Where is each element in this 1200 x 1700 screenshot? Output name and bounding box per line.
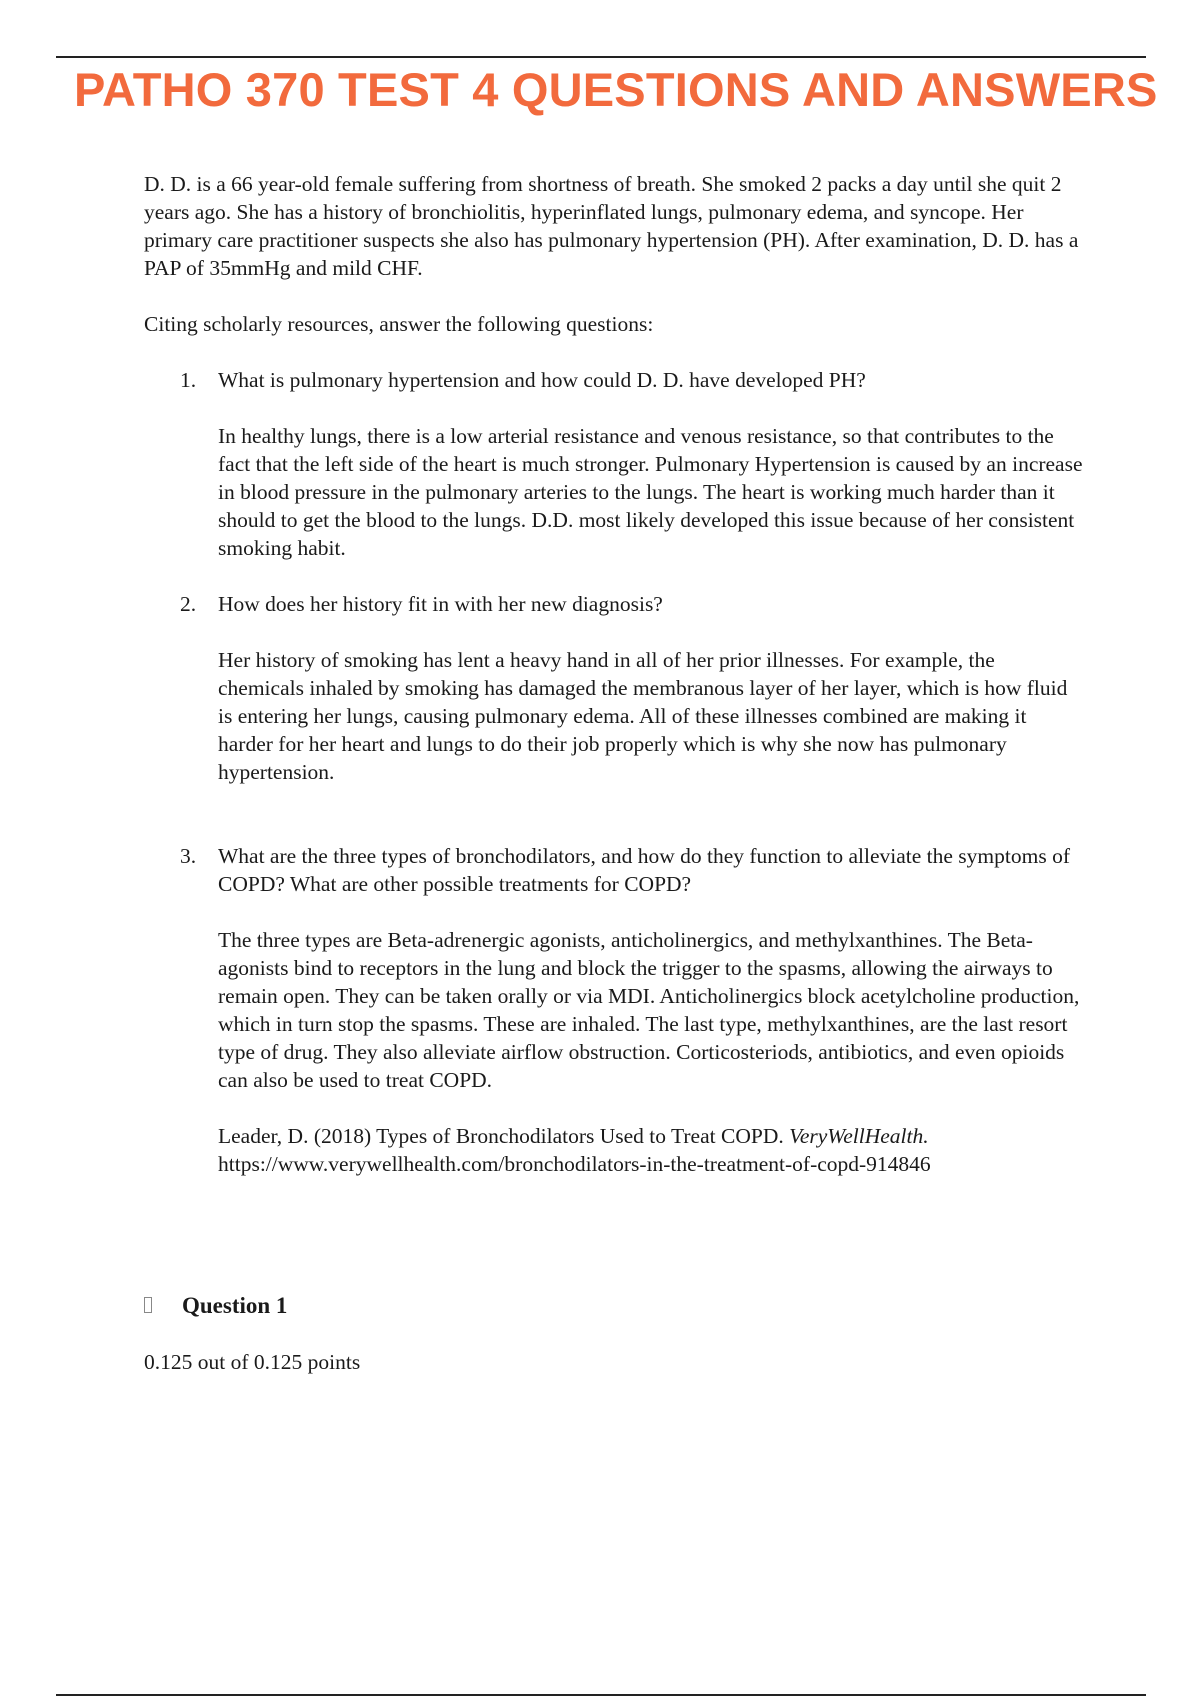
score-question-title: Question 1 — [182, 1293, 288, 1318]
bottom-rule — [56, 1694, 1146, 1696]
score-block — [144, 1292, 360, 1376]
document-title: PATHO 370 TEST 4 QUESTIONS AND ANSWERS — [74, 63, 1158, 116]
question-item — [144, 366, 1084, 562]
top-rule — [56, 56, 1146, 58]
citation-text: Leader, D. (2018) Types of Bronchodilators Used to Treat COPD. — [218, 1124, 790, 1148]
instructions: Citing scholarly resources, answer the following questions: — [144, 312, 654, 336]
citation-journal: VeryWellHealth. — [789, 1124, 929, 1148]
document-body — [144, 170, 1084, 1206]
score-points: 0.125 out of 0.125 points — [144, 1350, 361, 1374]
answer-text: In healthy lungs, there is a low arterial resistance and venous resistance, so that contributes to the fact that the left side of the heart is much stronger. Pulmonary Hypertension is caused by an increase in blood pressure in the pulmonary arteries to the lungs. The heart is working much harder than it should to get the blood to the lungs. D.D. most likely developed this issue because of her consistent smoking habit. — [218, 424, 1083, 560]
question-text: What is pulmonary hypertension and how could D. D. have developed PH? — [218, 368, 866, 392]
score-heading — [144, 1292, 360, 1322]
question-item — [144, 842, 1084, 1178]
citation — [218, 1122, 1084, 1178]
question-item — [144, 590, 1084, 786]
question-number: 2. — [180, 592, 197, 616]
answer-text: Her history of smoking has lent a heavy hand in all of her prior illnesses. For example, the chemicals inhaled by smoking has damaged the membranous layer of her layer, which is how fluid is entering her lungs, causing pulmonary edema. All of these illnesses combined are making it harder for her heart and lungs to do their job properly which is why she now has pulmonary hypertension. — [218, 648, 1068, 784]
citation-url: https://www.verywellhealth.com/bronchodilators-in-the-treatment-of-copd-914846 — [218, 1152, 931, 1176]
question-number: 3. — [180, 844, 197, 868]
question-number: 1. — [180, 368, 197, 392]
case-intro: D. D. is a 66 year-old female suffering from shortness of breath. She smoked 2 packs a day until she quit 2 years ago. She has a history of bronchiolitis, hyperinflated lungs, pulmonary edema, and syncope. Her primary care practitioner suspects she also has pulmonary hypertension (PH). After examination, D. D. has a PAP of 35mmHg and mild CHF. — [144, 172, 1079, 280]
missing-glyph-icon — [144, 1297, 152, 1313]
answer-text: The three types are Beta-adrenergic agonists, anticholinergics, and methylxanthines. The Beta-agonists bind to receptors in the lung and block the trigger to the spasms, allowing the airways to remain open. They can be taken orally or via MDI. Anticholinergics block acetylcholine production, which in turn stop the spasms. These are inhaled. The last type, methylxanthines, are the last resort type of drug. They also alleviate airflow obstruction. Corticosteriods, antibiotics, and even opioids can also be used to treat COPD. — [218, 928, 1080, 1092]
question-list — [144, 366, 1084, 1178]
question-text: What are the three types of bronchodilators, and how do they function to alleviate the symptoms of COPD? What are other possible treatments for COPD? — [218, 844, 1071, 896]
question-text: How does her history fit in with her new diagnosis? — [218, 592, 663, 616]
